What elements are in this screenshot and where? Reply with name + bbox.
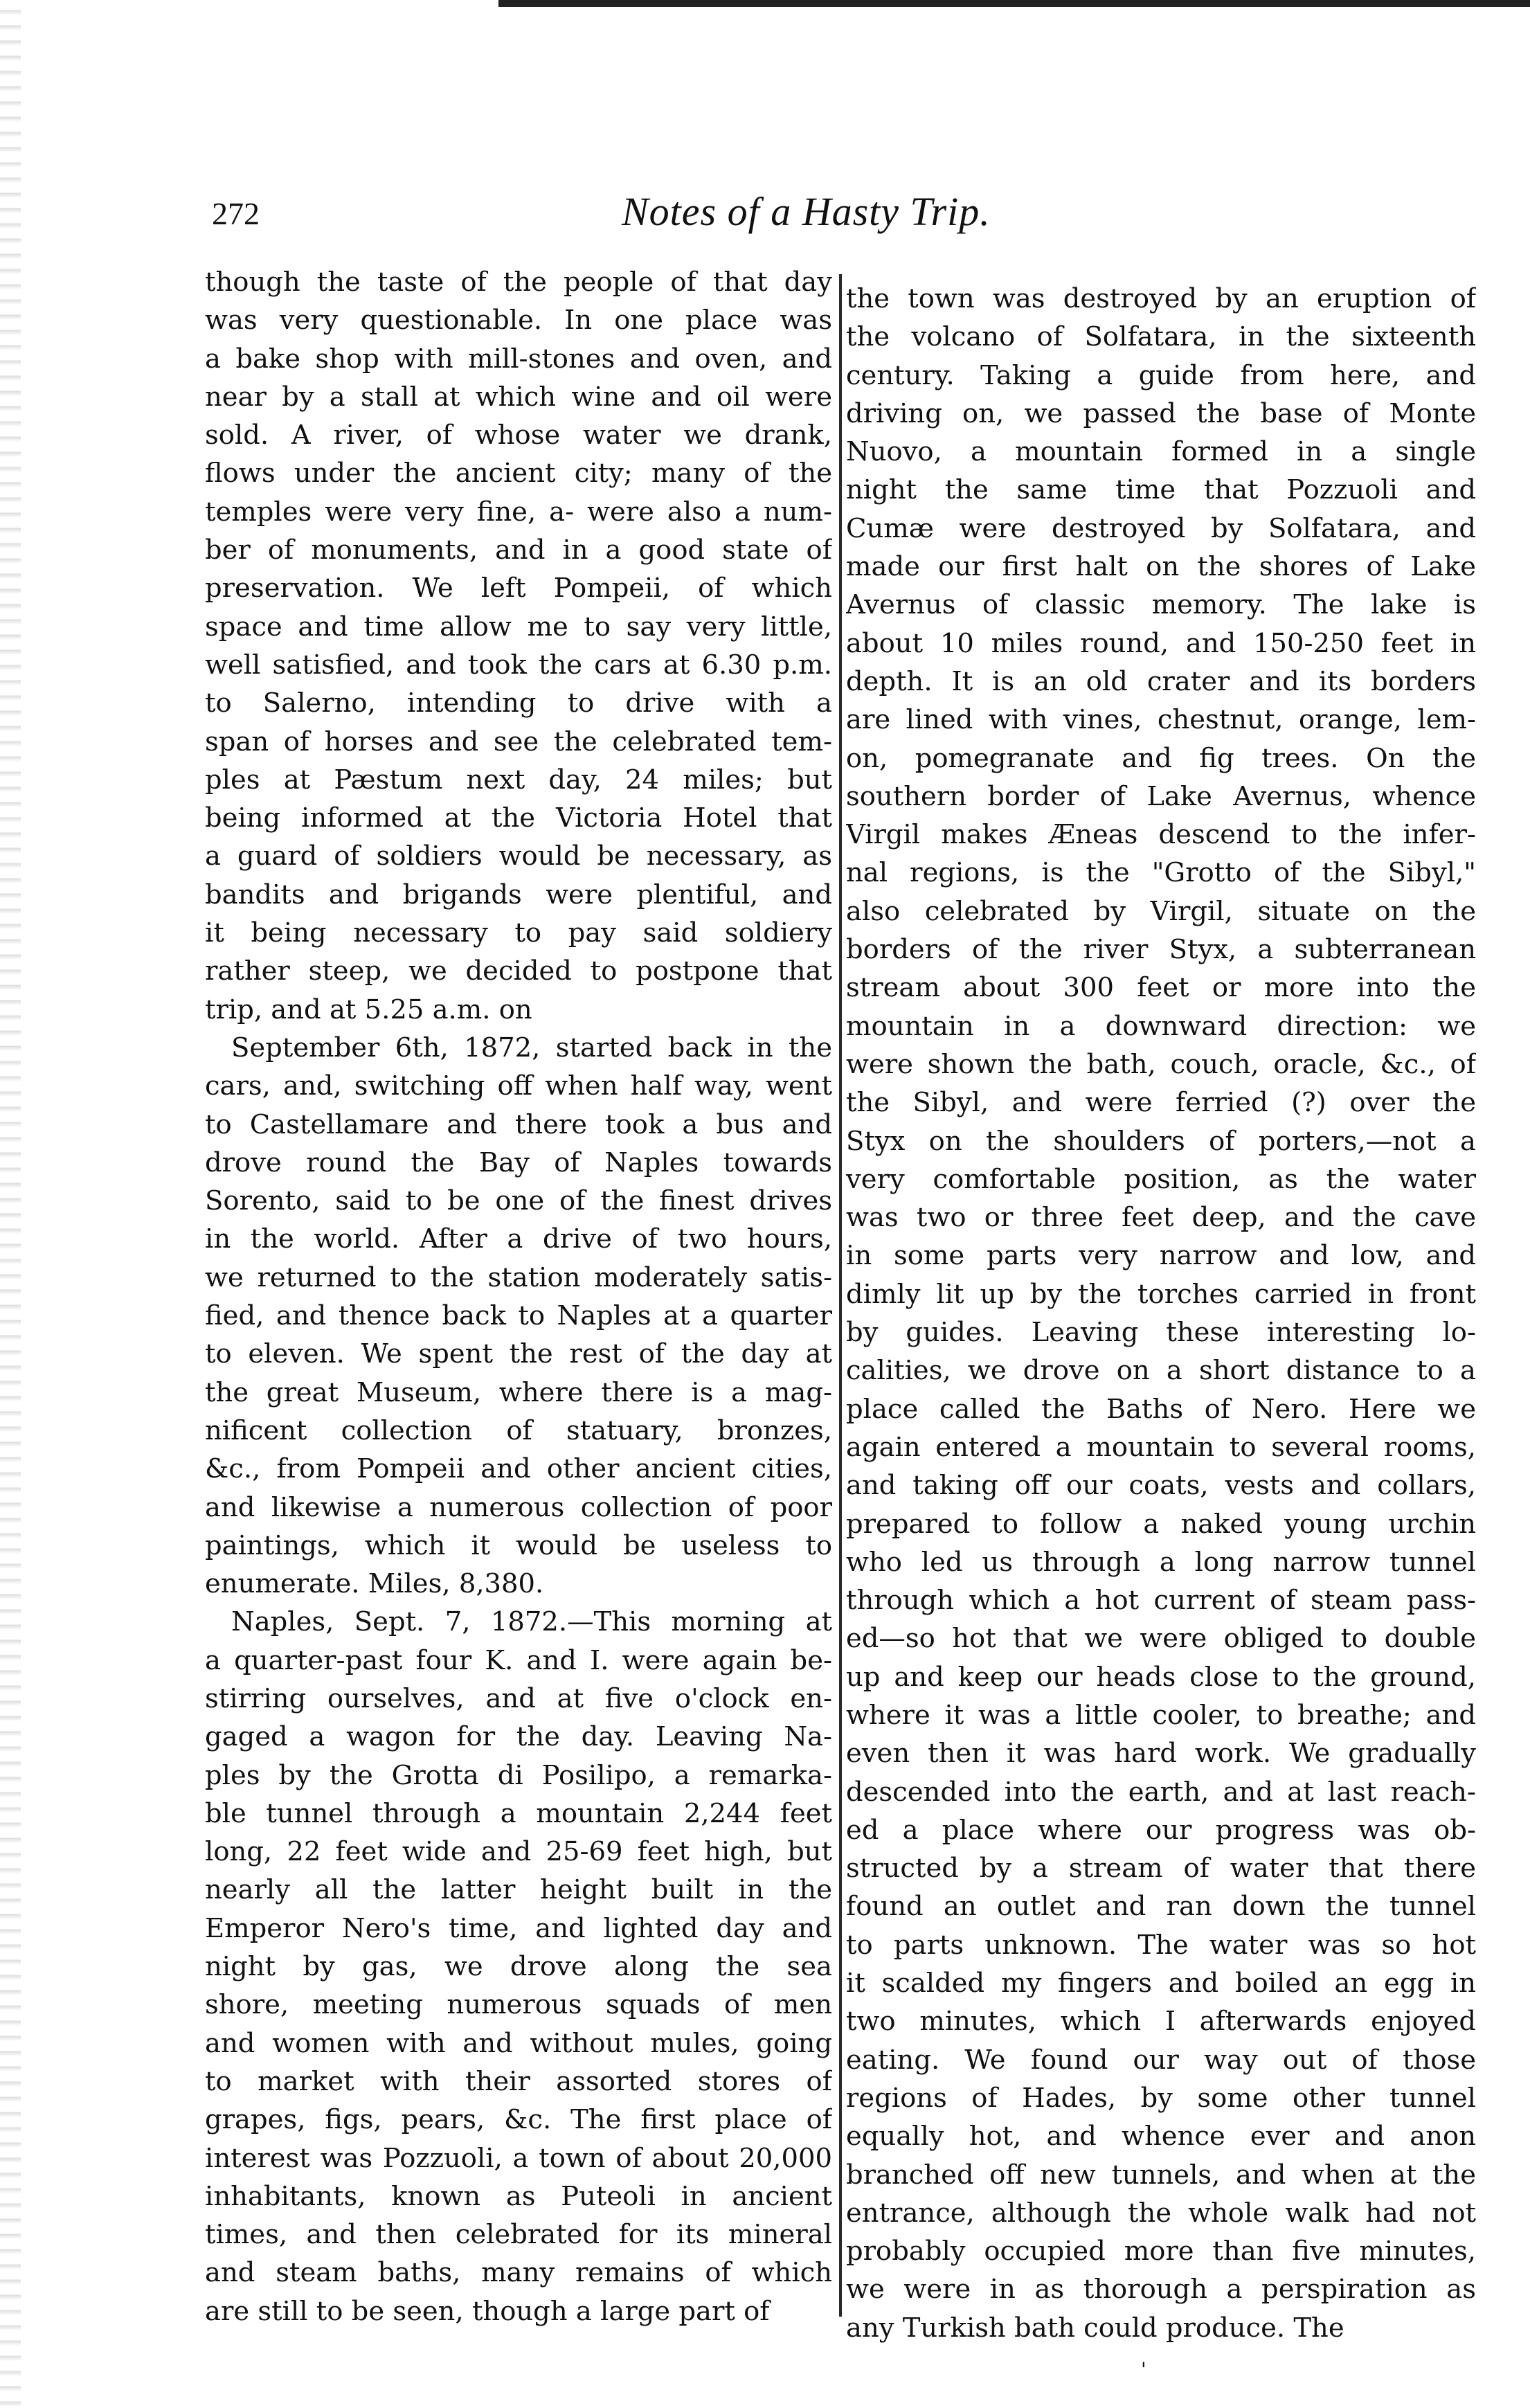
- text-line: sold. A river, of whose water we drank,: [205, 420, 832, 451]
- text-line: Sorento, said to be one of the finest drives: [205, 1185, 832, 1217]
- text-line: and likewise a numerous collection of poor: [205, 1491, 832, 1523]
- text-line: fied, and thence back to Naples at a quarter: [205, 1300, 832, 1332]
- text-line: Styx on the shoulders of porters,—not a: [846, 1125, 1476, 1157]
- text-line: made our first halt on the shores of Lake: [846, 551, 1476, 583]
- text-line: prepared to follow a naked young urchin: [846, 1508, 1476, 1540]
- text-line: southern border of Lake Avernus, whence: [846, 780, 1476, 812]
- text-line: where it was a little cooler, to breathe; and: [846, 1699, 1476, 1731]
- text-line: Cumæ were destroyed by Solfatara, and: [846, 512, 1476, 544]
- text-line: &c., from Pompeii and other ancient cities,: [205, 1453, 832, 1485]
- top-border-rule: [498, 0, 1530, 7]
- text-line: century. Taking a guide from here, and: [846, 359, 1476, 391]
- text-line: bandits and brigands were plentiful, and: [205, 879, 832, 910]
- text-line: descended into the earth, and at last reach-: [846, 1776, 1476, 1808]
- text-line: being informed at the Victoria Hotel that: [205, 802, 832, 834]
- text-line: again entered a mountain to several rooms,: [846, 1431, 1476, 1463]
- text-line: well satisfied, and took the cars at 6.30 p.m.: [205, 649, 832, 681]
- text-line: shore, meeting numerous squads of men: [205, 1989, 832, 2021]
- text-line: it being necessary to pay said soldiery: [205, 917, 832, 949]
- text-line: a guard of soldiers would be necessary, as: [205, 841, 832, 872]
- text-line: span of horses and see the celebrated tem-: [205, 726, 832, 757]
- text-line: ples by the Grotta di Posilipo, a remarka-: [205, 1759, 832, 1791]
- text-line: up and keep our heads close to the ground,: [846, 1661, 1476, 1693]
- text-line: to eleven. We spent the rest of the day at: [205, 1338, 832, 1370]
- page-edge-shadow: [0, 0, 21, 2408]
- text-line: and steam baths, many remains of which: [205, 2257, 832, 2289]
- text-line: are still to be seen, though a large part of: [205, 2295, 770, 2327]
- text-line: interest was Pozzuoli, a town of about 20,000: [205, 2142, 832, 2174]
- text-line: driving on, we passed the base of Monte: [846, 397, 1476, 429]
- text-line: through which a hot current of steam pass-: [846, 1585, 1476, 1617]
- text-line: long, 22 feet wide and 25-69 feet high, but: [205, 1836, 832, 1868]
- text-line: trip, and at 5.25 a.m. on: [205, 994, 532, 1025]
- text-line: a bake shop with mill-stones and oven, and: [205, 343, 832, 375]
- text-line: on, pomegranate and fig trees. On the: [846, 742, 1476, 774]
- text-line: Nuovo, a mountain formed in a single: [846, 436, 1476, 468]
- text-line: grapes, figs, pears, &c. The first place of: [205, 2104, 832, 2136]
- text-line: night by gas, we drove along the sea: [205, 1951, 832, 1983]
- text-line: to Castellamare and there took a bus and: [205, 1108, 832, 1140]
- text-line: ed—so hot that we were obliged to double: [846, 1623, 1476, 1655]
- text-line: rather steep, we decided to postpone that: [205, 955, 832, 987]
- text-line: in some parts very narrow and low, and: [846, 1240, 1476, 1272]
- text-line: who led us through a long narrow tunnel: [846, 1546, 1476, 1578]
- text-line: it scalded my fingers and boiled an egg in: [846, 1968, 1476, 2000]
- text-line: mountain in a downward direction: we: [846, 1010, 1476, 1042]
- text-line: Avernus of classic memory. The lake is: [846, 589, 1476, 621]
- text-line: borders of the river Styx, a subterranean: [846, 934, 1476, 966]
- text-line: stream about 300 feet or more into the: [846, 972, 1476, 1004]
- text-line: found an outlet and ran down the tunnel: [846, 1891, 1476, 1923]
- text-line: any Turkish bath could produce. The: [846, 2312, 1344, 2344]
- text-line: also celebrated by Virgil, situate on the: [846, 895, 1476, 927]
- text-line: the volcano of Solfatara, in the sixteenth: [846, 321, 1476, 353]
- text-line: the great Museum, where there is a mag-: [205, 1376, 832, 1408]
- text-line: Virgil makes Æneas descend to the infer-: [846, 819, 1476, 851]
- text-line: eating. We found our way out of those: [846, 2044, 1476, 2076]
- text-line: was very questionable. In one place was: [205, 305, 832, 336]
- text-line: we were in as thorough a perspiration as: [846, 2274, 1476, 2306]
- text-line: though the taste of the people of that day: [205, 267, 832, 298]
- text-line: equally hot, and whence ever and anon: [846, 2121, 1476, 2153]
- text-line: was two or three feet deep, and the cave: [846, 1202, 1476, 1234]
- text-line: structed by a stream of water that there: [846, 1853, 1476, 1885]
- text-line: drove round the Bay of Naples towards: [205, 1147, 832, 1178]
- text-line: are lined with vines, chestnut, orange, lem-: [846, 704, 1476, 736]
- text-line: even then it was hard work. We gradually: [846, 1738, 1476, 1770]
- text-line: Emperor Nero's time, and lighted day and: [205, 1912, 832, 1944]
- text-line: near by a stall at which wine and oil were: [205, 381, 832, 413]
- text-line: two minutes, which I afterwards enjoyed: [846, 2006, 1476, 2038]
- text-line: to market with their assorted stores of: [205, 2065, 832, 2097]
- text-line: by guides. Leaving these interesting lo-: [846, 1317, 1476, 1349]
- text-line: we returned to the station moderately satis-: [205, 1261, 832, 1293]
- text-line: night the same time that Pozzuoli and: [846, 474, 1476, 506]
- text-line: calities, we drove on a short distance to a: [846, 1355, 1476, 1387]
- text-line: ble tunnel through a mountain 2,244 feet: [205, 1797, 832, 1829]
- column-divider-rule: [839, 274, 842, 2317]
- text-line: flows under the ancient city; many of the: [205, 458, 832, 489]
- text-line: inhabitants, known as Puteoli in ancient: [205, 2180, 832, 2212]
- text-line: cars, and, switching off when half way, went: [205, 1070, 832, 1102]
- text-line: the town was destroyed by an eruption of: [846, 283, 1476, 314]
- text-line: depth. It is an old crater and its borders: [846, 665, 1476, 697]
- text-line: gaged a wagon for the day. Leaving Na-: [205, 1721, 832, 1753]
- text-line: nal regions, is the "Grotto of the Sibyl,": [846, 857, 1476, 889]
- text-line: entrance, although the whole walk had not: [846, 2197, 1476, 2229]
- text-line: place called the Baths of Nero. Here we: [846, 1393, 1476, 1425]
- text-line: in the world. After a drive of two hours,: [205, 1223, 832, 1255]
- text-line: ples at Pæstum next day, 24 miles; but: [205, 764, 832, 796]
- text-line: times, and then celebrated for its mineral: [205, 2219, 832, 2251]
- text-line: nificent collection of statuary, bronzes,: [205, 1414, 832, 1446]
- text-line: were shown the bath, couch, oracle, &c., of: [846, 1048, 1476, 1080]
- left-text-column: [205, 263, 832, 2330]
- text-line: Naples, Sept. 7, 1872.—This morning at: [231, 1606, 832, 1638]
- text-line: September 6th, 1872, started back in the: [231, 1032, 832, 1063]
- text-line: a quarter-past four K. and I. were again be-: [205, 1644, 832, 1676]
- text-line: to parts unknown. The water was so hot: [846, 1929, 1476, 1961]
- text-line: space and time allow me to say very little,: [205, 611, 832, 643]
- text-line: regions of Hades, by some other tunnel: [846, 2082, 1476, 2114]
- text-line: and taking off our coats, vests and collars,: [846, 1470, 1476, 1502]
- text-line: enumerate. Miles, 8,380.: [205, 1568, 544, 1600]
- text-line: temples were very fine, a- were also a num-: [205, 496, 832, 528]
- bottom-printer-mark: ': [1141, 2358, 1146, 2381]
- right-text-column: [846, 280, 1476, 2347]
- text-line: stirring ourselves, and at five o'clock en-: [205, 1682, 832, 1714]
- text-line: the Sibyl, and were ferried (?) over the: [846, 1087, 1476, 1119]
- text-line: dimly lit up by the torches carried in front: [846, 1278, 1476, 1310]
- text-line: branched off new tunnels, and when at the: [846, 2159, 1476, 2191]
- text-line: about 10 miles round, and 150-250 feet in: [846, 627, 1476, 659]
- page-number: 272: [212, 196, 260, 231]
- text-line: probably occupied more than five minutes,: [846, 2236, 1476, 2267]
- running-head-title: Notes of a Hasty Trip.: [622, 189, 991, 234]
- text-line: paintings, which it would be useless to: [205, 1529, 832, 1561]
- text-line: very comfortable position, as the water: [846, 1163, 1476, 1195]
- text-line: to Salerno, intending to drive with a: [205, 688, 832, 719]
- text-line: and women with and without mules, going: [205, 2027, 832, 2059]
- text-line: preservation. We left Pompeii, of which: [205, 573, 832, 604]
- text-line: nearly all the latter height built in the: [205, 1874, 832, 1906]
- text-line: ed a place where our progress was ob-: [846, 1814, 1476, 1846]
- text-line: ber of monuments, and in a good state of: [205, 534, 832, 566]
